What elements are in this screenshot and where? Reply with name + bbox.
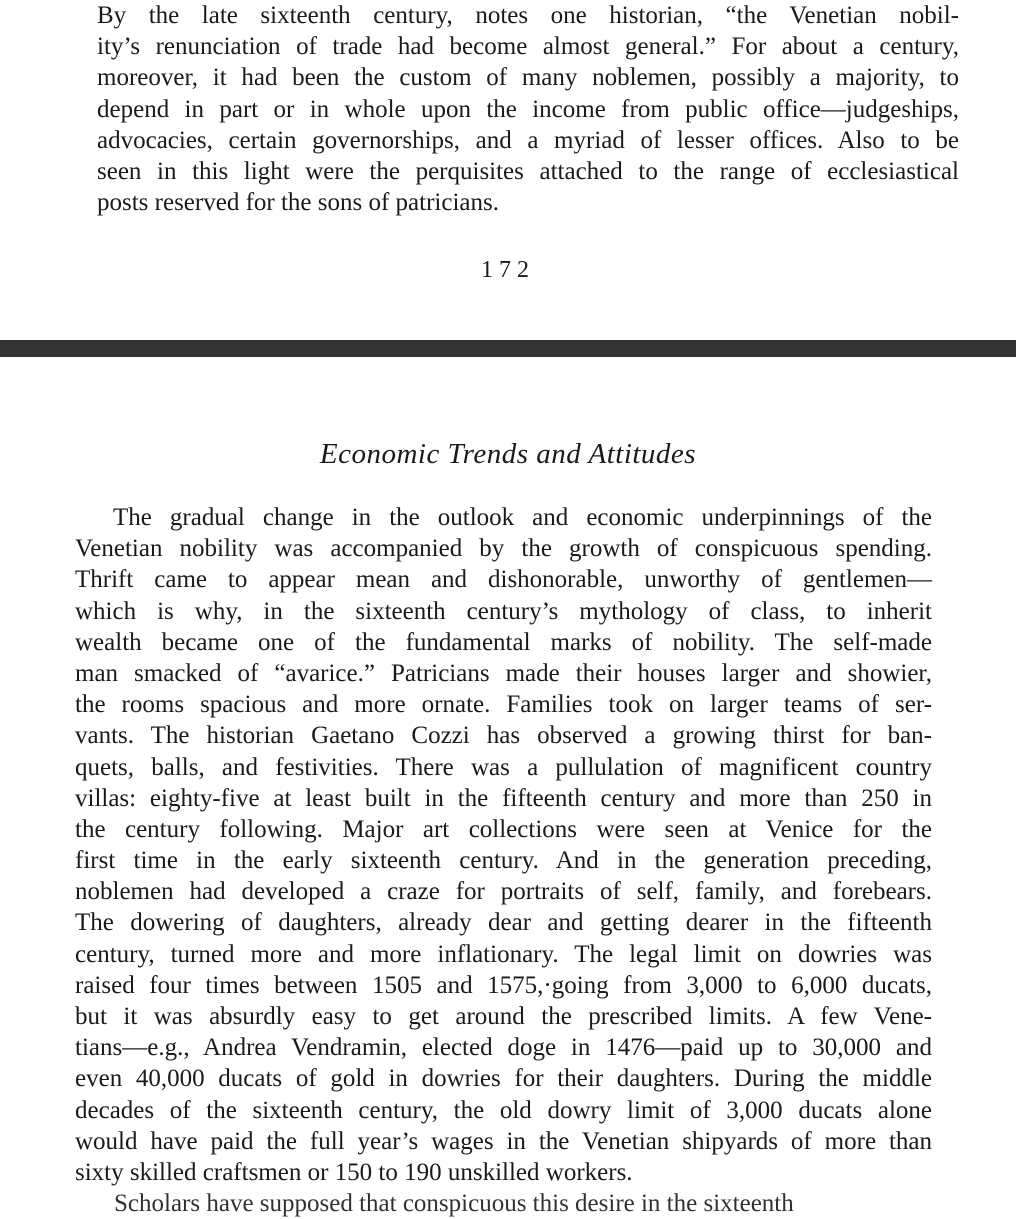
text-line: seen in this light were the perquisites attached to the range of ecclesiastical <box>97 157 959 185</box>
text-line: By the late sixteenth century, notes one historian, “the Venetian nobil- <box>97 2 959 29</box>
text-line: but it was absurdly easy to get around the prescribed limits. A few Vene- <box>75 1003 932 1030</box>
text-line: The gradual change in the outlook and economic underpinnings of the <box>113 504 932 531</box>
text-line: The dowering of daughters, already dear and getting dearer in the fifteenth <box>75 909 932 937</box>
section-heading: Economic Trends and Attitudes <box>319 438 697 470</box>
text-line: quets, balls, and festivities. There was a pullulation of magnificent country <box>75 753 932 781</box>
text-line: advocacies, certain governorships, and a myriad of lesser offices. Also to be <box>97 126 959 154</box>
text-line: vants. The historian Gaetano Cozzi has observed a growing thirst for ban- <box>75 722 932 750</box>
text-line: moreover, it had been the custom of many noblemen, possibly a majority, to <box>97 64 959 92</box>
text-line: first time in the early sixteenth century. And in the generation preceding, <box>75 847 932 875</box>
top-page <box>0 0 1016 340</box>
text-line: villas: eighty-five at least built in the fifteenth century and more than 250 in <box>75 784 932 812</box>
text-line: raised four times between 1505 and 1575,·going from 3,000 to 6,000 ducats, <box>75 971 932 999</box>
text-line: Venetian nobility was accompanied by the growth of conspicuous spending. <box>75 535 932 563</box>
text-line: decades of the sixteenth century, the old dowry limit of 3,000 ducats alone <box>75 1096 932 1124</box>
text-line: ity’s renunciation of trade had become almost general.” For about a century, <box>97 33 959 61</box>
top-paragraph <box>97 0 959 218</box>
text-line: depend in part or in whole upon the income from public office—judgeships, <box>97 95 959 123</box>
page-number: 172 <box>481 257 535 283</box>
text-line: the rooms spacious and more ornate. Families took on larger teams of ser- <box>75 691 932 719</box>
cutoff-text-line: Scholars have supposed that conspicuous this desire in the sixteenth <box>114 1190 794 1217</box>
text-line: which is why, in the sixteenth century’s mythology of class, to inherit <box>75 597 932 625</box>
page-divider <box>0 340 1016 357</box>
text-line: century, turned more and more inflationary. The legal limit on dowries was <box>75 940 932 968</box>
text-line: wealth became one of the fundamental marks of nobility. The self-made <box>75 628 932 656</box>
text-line: would have paid the full year’s wages in the Venetian shipyards of more than <box>75 1127 932 1155</box>
text-line: noblemen had developed a craze for portraits of self, family, and forebears. <box>75 878 932 906</box>
text-line: sixty skilled craftsmen or 150 to 190 unskilled workers. <box>75 1158 633 1186</box>
text-line: man smacked of “avarice.” Patricians made their houses larger and showier, <box>75 659 932 687</box>
text-line: even 40,000 ducats of gold in dowries for their daughters. During the middle <box>75 1065 932 1093</box>
body-paragraph <box>75 502 932 1188</box>
text-line: the century following. Major art collections were seen at Venice for the <box>75 815 932 843</box>
text-line: tians—e.g., Andrea Vendramin, elected doge in 1476—paid up to 30,000 and <box>75 1034 932 1062</box>
text-line: Thrift came to appear mean and dishonorable, unworthy of gentlemen— <box>75 566 932 594</box>
bottom-page <box>0 357 1016 1217</box>
text-line: posts reserved for the sons of patricians. <box>97 189 499 217</box>
